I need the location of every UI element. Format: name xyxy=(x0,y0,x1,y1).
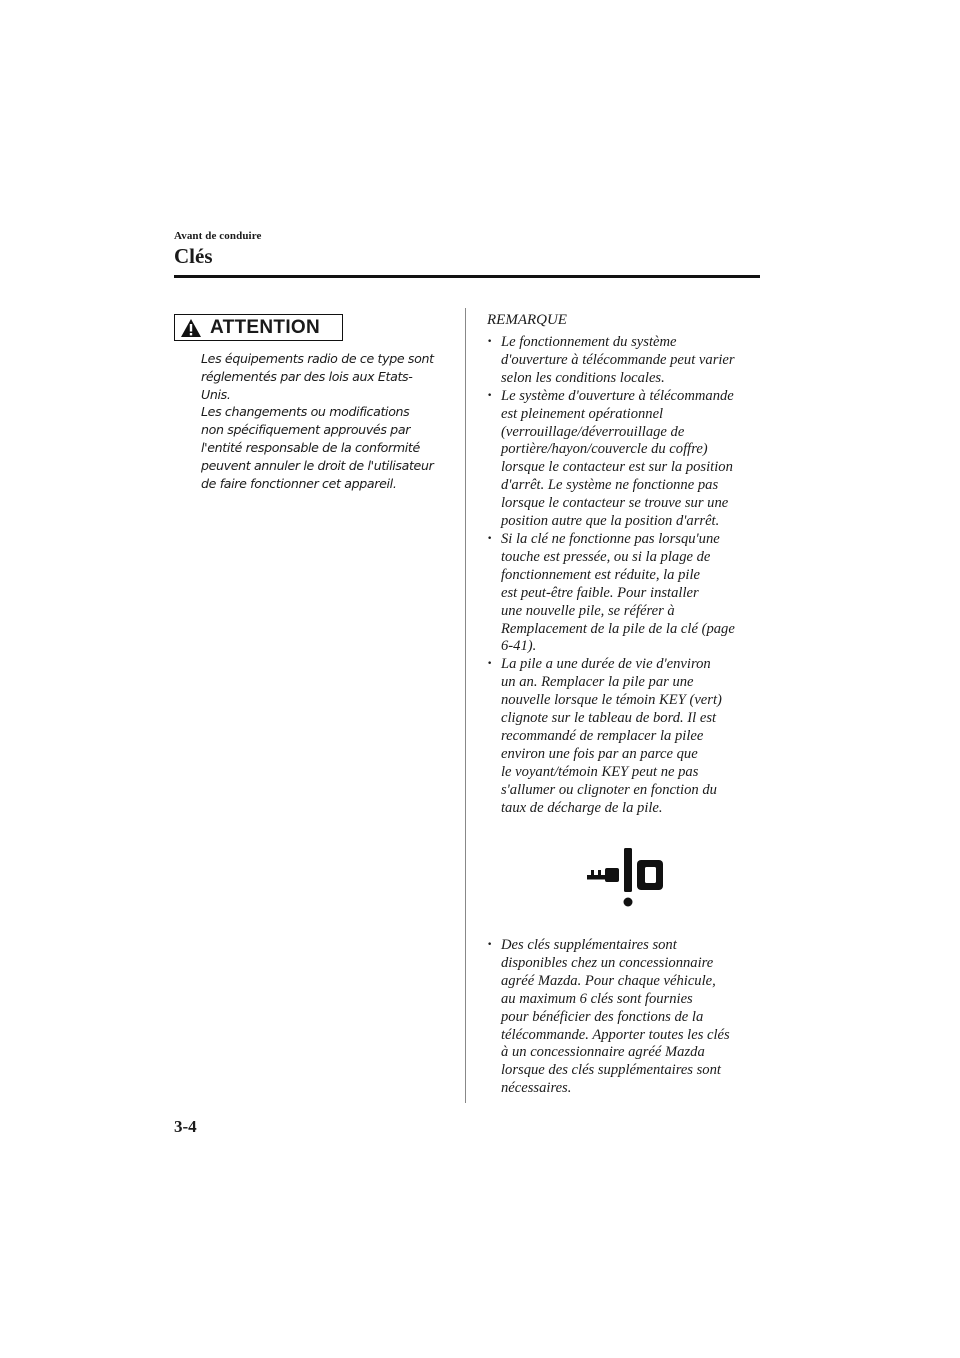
warning-triangle-icon xyxy=(180,318,202,338)
note-bullet-item xyxy=(487,656,762,817)
attention-text-line: Unis. xyxy=(201,386,231,402)
attention-box xyxy=(174,314,343,341)
note-text-line: nouvelle lorsque le témoin KEY (vert) xyxy=(501,692,722,709)
note-text-line: touche est pressée, ou si la plage de xyxy=(501,548,711,565)
column-divider xyxy=(465,308,466,1103)
section-label: Avant de conduire xyxy=(174,230,262,242)
note-text-line: · Des clés supplémentaires sont xyxy=(501,937,677,953)
note-text-line: position autre que la position d'arrêt. xyxy=(501,513,720,530)
note-text-line: nécessaires. xyxy=(501,1080,572,1097)
note-text-line: · La pile a une durée de vie d'environ xyxy=(501,656,711,673)
note-text-line: selon les conditions locales. xyxy=(501,369,665,386)
note-text-line: est peut-être faible. Pour installer xyxy=(501,584,699,601)
note-bullet-item xyxy=(487,388,762,531)
note-text-line: 6-41). xyxy=(501,638,537,655)
note-title: REMARQUE xyxy=(487,312,567,328)
key-warning-indicator-icon xyxy=(585,846,665,908)
note-text-line: taux de décharge de la pile. xyxy=(501,799,663,816)
note-bullet-item xyxy=(487,531,762,656)
note-text-line: d'ouverture à télécommande peut varier xyxy=(501,351,735,368)
attention-text xyxy=(201,350,451,492)
note-text-line: au maximum 6 clés sont fournies xyxy=(501,990,693,1007)
note-list-continued xyxy=(487,937,762,1098)
note-text-line: portière/hayon/couvercle du coffre) xyxy=(501,441,708,458)
note-text-line: à un concessionnaire agréé Mazda xyxy=(501,1044,705,1061)
note-text-line: télécommande. Apporter toutes les clés xyxy=(501,1026,730,1043)
note-text-line: est pleinement opérationnel xyxy=(501,405,664,422)
note-bullet-item xyxy=(487,334,762,388)
note-text-line: s'allumer ou clignoter en fonction du xyxy=(501,781,717,798)
note-text-line: recommandé de remplacer la pilee xyxy=(501,727,704,744)
note-text-line: · Si la clé ne fonctionne pas lorsqu'une xyxy=(501,530,720,547)
note-text-line: un an. Remplacer la pile par une xyxy=(501,674,694,691)
chapter-title: Clés xyxy=(174,244,213,268)
attention-text-line: de faire fonctionner cet appareil. xyxy=(201,475,397,491)
note-list xyxy=(487,334,762,817)
note-text-line: pour bénéficier des fonctions de la xyxy=(501,1008,704,1025)
note-text-line: · Le fonctionnement du système xyxy=(501,334,677,350)
attention-text-line: Les équipements radio de ce type sont xyxy=(201,351,434,366)
note-text-line: · Le système d'ouverture à télécommande xyxy=(501,387,734,404)
note-text-line: lorsque le contacteur se trouve sur une xyxy=(501,495,729,512)
note-text-line: le voyant/témoin KEY peut ne pas xyxy=(501,763,699,780)
note-text-line: lorsque le contacteur est sur la position xyxy=(501,459,733,476)
note-text-line: environ une fois par an parce que xyxy=(501,745,698,762)
note-bullet-item xyxy=(487,937,762,1098)
note-text-line: clignote sur le tableau de bord. Il est xyxy=(501,710,717,727)
note-text-line: Remplacement de la pile de la clé (page xyxy=(501,620,735,637)
header-rule xyxy=(174,275,760,278)
attention-label: ATTENTION xyxy=(210,316,321,338)
page-number: 3-4 xyxy=(174,1117,197,1136)
note-text-line: (verrouillage/déverrouillage de xyxy=(501,423,685,440)
attention-text-line: l'entité responsable de la conformité xyxy=(201,439,420,455)
attention-text-line: peuvent annuler le droit de l'utilisateur xyxy=(201,457,434,473)
attention-text-line: Les changements ou modifications xyxy=(201,404,410,420)
note-text-line: d'arrêt. Le système ne fonctionne pas xyxy=(501,477,719,494)
note-text-line: agréé Mazda. Pour chaque véhicule, xyxy=(501,972,716,989)
attention-text-line: réglementés par des lois aux Etats- xyxy=(201,368,413,384)
note-text-line: disponibles chez un concessionnaire xyxy=(501,954,714,971)
note-text-line: une nouvelle pile, se référer à xyxy=(501,602,675,619)
note-text-line: lorsque des clés supplémentaires sont xyxy=(501,1062,721,1079)
note-text-line: fonctionnement est réduite, la pile xyxy=(501,566,700,583)
attention-text-line: non spécifiquement approuvés par xyxy=(201,422,411,438)
